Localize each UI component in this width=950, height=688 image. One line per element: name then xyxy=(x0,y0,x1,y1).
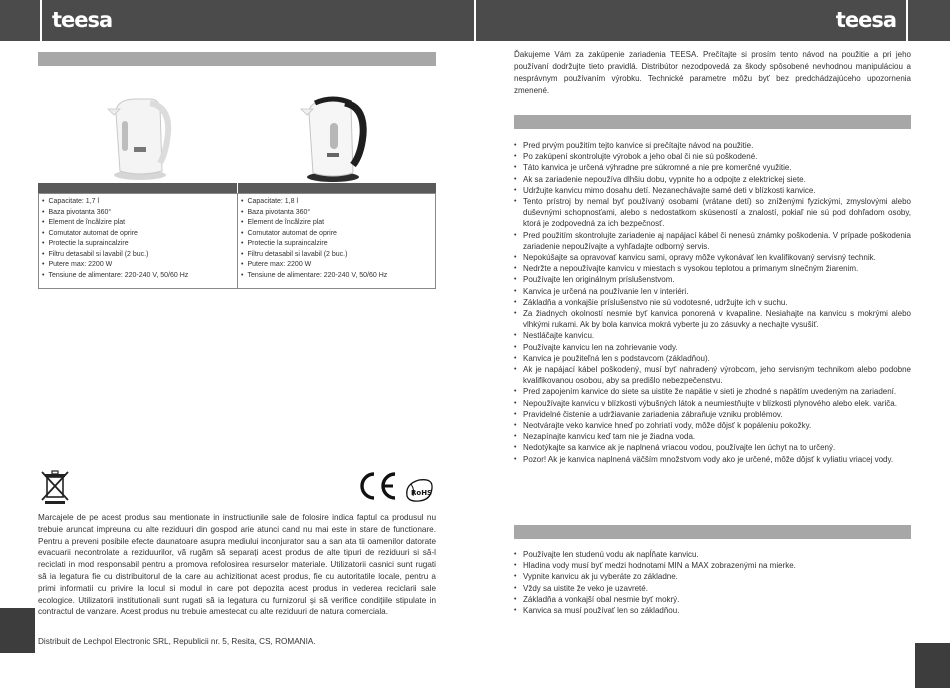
distributor-line: Distribuit de Lechpol Electronic SRL, Republicii nr. 5, Resita, CS, ROMANIA. xyxy=(38,637,316,646)
spec-item: • Baza pivotanta 360° xyxy=(42,208,237,219)
list-item: • Pozor! Ak je kanvica naplnená väčším množstvom vody ako je určené, môže dôjsť k vyliatiu vriacej vody. xyxy=(514,454,911,465)
list-item: • Používajte len originálnym príslušenstvom. xyxy=(514,274,911,285)
spec-item: • Putere max: 2200 W xyxy=(241,260,437,271)
section-header-bar xyxy=(514,115,911,129)
spec-table xyxy=(38,193,436,289)
list-item: • Za žiadnych okolností nesmie byť kanvica ponorená v kvapaline. Nesiahajte na kanvicu s mokrými alebo vlhkými rukami. Ak by bola kanvica mokrá vyberte ju zo zásuvky a nechajte vysušiť. xyxy=(514,308,911,330)
list-item: • Tento prístroj by nemal byť používaný osobami (vrátane detí) so zníženými fyzickými, zmyslovými alebo duševnými schopnosťami, alebo s nedostatkom skúseností a znalostí, pokiaľ nie sú pod dohľadom osoby, ktorá je zodpovedná za ich bezpečnosť. xyxy=(514,196,911,230)
spec-table-header-left xyxy=(38,183,237,193)
list-item: • Nedržte a nepoužívajte kanvicu v miestach s vysokou teplotou a primanym slnečným žiarenim. xyxy=(514,263,911,274)
spec-item: • Filtru detasabil si lavabil (2 buc.) xyxy=(42,250,237,261)
list-item: • Používajte len studenú vodu ak napĺňate kanvicu. xyxy=(514,549,911,560)
ce-mark-icon xyxy=(355,470,399,502)
list-item: • Nedotýkajte sa kanvice ak je naplnená vriacou vodou, používajte len úchyt na to určený. xyxy=(514,442,911,453)
disposal-paragraph: Marcajele de pe acest produs sau mentionate in instructiunile sale de folosire indica faptul ca produsul nu trebuie aruncat impreuna cu alte reziduuri din gospod arie atunci cand nu mai este in stare de functionare. Pentru a preveni posibile efecte daunatoare asupra mediului inconjurator sau a san ata tii oamenilor datorate evacuarii necontrolate a reziduurilor, vă rugăm să separați acest produs de alte tipuri de reziduuri si să-l reciclati in mod responsabil pentru a promova refolosirea resurselor materiale. Utilizatorii casnici sunt rugati să ia legatura fie cu distribuitorul de la care au achizitionat acest produs, fie cu autoritatile locale, pentru a primi informatii cu privire la locul si modul in care pot depozita acest produs in vederea reciclarii sale ecologice. Utilizatorii institutionali sunt rugati să ia legatura cu furnizorul și să verifice condițiile stipulate in contractul de vanzare. Acest produs nu trebuie amestecat cu alte reziduuri de natura comerciala. xyxy=(38,513,436,617)
teesa-logo: teesa xyxy=(835,8,896,32)
list-item: • Základňa a vonkajšie príslušenstvo nie sú vodotesné, udržujte ich v suchu. xyxy=(514,297,911,308)
list-item: • Nestláčajte kanvicu. xyxy=(514,330,911,341)
list-item: • Po zakúpení skontrolujte výrobok a jeho obal či nie sú poškodené. xyxy=(514,151,911,162)
spec-column-left xyxy=(39,194,238,288)
kettle-black-image xyxy=(297,93,367,183)
left-header-bar xyxy=(0,0,474,41)
spec-item: • Comutator automat de oprire xyxy=(241,229,437,240)
spec-item: • Filtru detasabil si lavabil (2 buc.) xyxy=(241,250,437,261)
list-item: • Pred použitím skontrolujte zariadenie aj napájací kábel či nenesú známky poškodenia. V prípade poškodenia zariadenie nepoužívajte a vyhľadajte odborný servis. xyxy=(514,230,911,252)
spec-item: • Protectie la supraincalzire xyxy=(241,239,437,250)
spec-item: • Putere max: 2200 W xyxy=(42,260,237,271)
list-item: • Vždy sa uistite že veko je uzavreté. xyxy=(514,583,911,594)
list-item: • Nepokúšajte sa opravovať kanvicu sami, opravy môže vykonávať len kvalifikovaný servisný technik. xyxy=(514,252,911,263)
list-item: • Nepoužívajte kanvicu v blízkosti výbušných látok a neumiestňujte v blízkosti plynového alebo elek. variča. xyxy=(514,398,911,409)
right-header-bar xyxy=(476,0,950,41)
spec-item: • Tensiune de alimentare: 220-240 V, 50/60 Hz xyxy=(42,271,237,282)
list-item: • Neotvárajte veko kanvice hneď po zohriatí vody, môže dôjsť k popáleniu pokožky. xyxy=(514,420,911,431)
spec-item: • Comutator automat de oprire xyxy=(42,229,237,240)
page-corner-tab-left xyxy=(0,608,35,653)
section-header-bar xyxy=(514,525,911,539)
spec-item: • Element de încălzire plat xyxy=(241,218,437,229)
list-item: • Pred prvým použitím tejto kanvice si prečítajte návod na použitie. xyxy=(514,140,911,151)
list-item: • Nezapínajte kanvicu keď tam nie je žiadna voda. xyxy=(514,431,911,442)
list-item: • Kanvica je použiteľná len s podstavcom (základňou). xyxy=(514,353,911,364)
spec-table-header-right xyxy=(238,183,436,193)
spec-item: • Element de încălzire plat xyxy=(42,218,237,229)
list-item: • Hladina vody musí byť medzi hodnotami MIN a MAX zobrazenými na mierke. xyxy=(514,560,911,571)
list-item: • Používajte kanvicu len na zohrievanie vody. xyxy=(514,342,911,353)
list-item: • Vypnite kanvicu ak ju vyberáte zo základne. xyxy=(514,571,911,582)
spec-item: • Capacitate: 1,7 l xyxy=(42,197,237,208)
list-item: • Pred zapojením kanvice do siete sa uistite že napätie v sieti je zhodné s napätím uvedeným na zariadení. xyxy=(514,386,911,397)
list-item: • Pravidelné čistenie a udržiavanie zariadenia zábraňuje vzniku problémov. xyxy=(514,409,911,420)
spec-item: • Tensiune de alimentare: 220-240 V, 50/60 Hz xyxy=(241,271,437,282)
teesa-logo: teesa xyxy=(52,8,113,32)
spec-column-right xyxy=(238,194,437,288)
list-item: • Kanvica je určená na používanie len v interiéri. xyxy=(514,286,911,297)
section-header-bar xyxy=(38,52,436,66)
usage-list xyxy=(514,549,911,616)
logo-divider xyxy=(40,0,42,41)
rohs-label: RoHS xyxy=(411,489,433,497)
safety-list xyxy=(514,140,911,465)
kettle-white-image xyxy=(106,93,172,181)
spec-item: • Baza pivotanta 360° xyxy=(241,208,437,219)
list-item: • Ak je napájací kábel poškodený, musí byť nahradený výrobcom, jeho servisným technikom alebo podobne kvalifikovanou osobou, aby sa predišlo nebezpečenstvu. xyxy=(514,364,911,386)
rohs-icon xyxy=(403,476,435,504)
list-item: • Kanvica sa musí používať len so základňou. xyxy=(514,605,911,616)
logo-divider xyxy=(906,0,908,41)
list-item: • Udržujte kanvicu mimo dosahu detí. Nezanechávajte samé deti v blízkosti kanvice. xyxy=(514,185,911,196)
intro-paragraph: Ďakujeme Vám za zakúpenie zariadenia TEESA. Prečítajte si prosím tento návod na použitie a pri jeho používaní dodržujte tieto pravidlá. Distribútor nezodpovedá za škody spôsobené nevhodnou manipuláciou a nesprávnym používaním výrobku. Technické parametre môžu byť bez predchádzajúceho upozornenia zmenené. xyxy=(514,50,911,95)
list-item: • Táto kanvica je určená výhradne pre súkromné a nie pre komerčné využitie. xyxy=(514,162,911,173)
spec-item: • Protectie la supraincalzire xyxy=(42,239,237,250)
spec-item: • Capacitate: 1,8 l xyxy=(241,197,437,208)
page-corner-tab-right xyxy=(915,643,950,688)
list-item: • Základňa a vonkajší obal nesmie byť mokrý. xyxy=(514,594,911,605)
crossed-bin-icon xyxy=(40,470,70,504)
list-item: • Ak sa zariadenie nepoužíva dlhšiu dobu, vypnite ho a odpojte z elektrickej siete. xyxy=(514,174,911,185)
